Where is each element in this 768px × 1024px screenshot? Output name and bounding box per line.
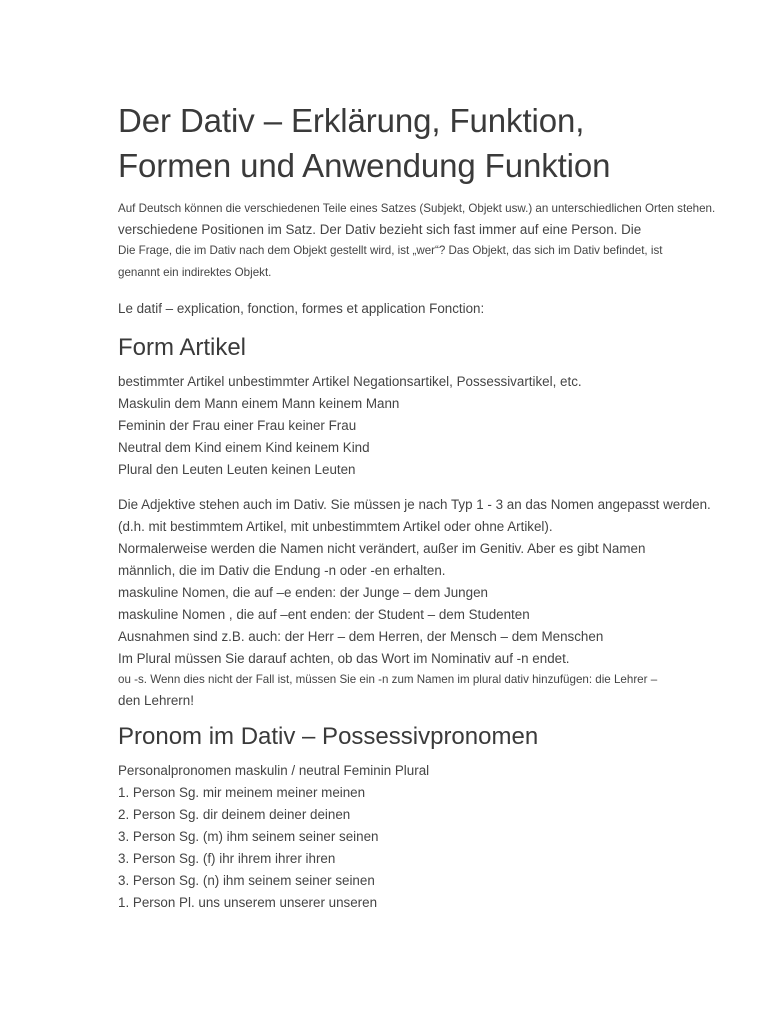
document-page	[118, 98, 718, 914]
intro-line-3: Die Frage, die im Dativ nach dem Objekt gestellt wird, ist „wer“? Das Objekt, das sich im Dativ befindet, ist	[118, 244, 663, 257]
adjektive-line: Ausnahmen sind z.B. auch: der Herr – dem Herren, der Mensch – dem Menschen	[118, 629, 604, 644]
french-subtitle: Le datif – explication, fonction, formes et application Fonction:	[118, 301, 485, 316]
pronom-list	[118, 760, 718, 914]
page-title	[118, 98, 718, 188]
adjektive-line: Normalerweise werden die Namen nicht verändert, außer im Genitiv. Aber es gibt Namen	[118, 541, 646, 556]
heading-pronom: Pronom im Dativ – Possessivpronomen	[118, 723, 539, 750]
form-artikel-line: Feminin der Frau einer Frau keiner Frau	[118, 418, 357, 433]
pronom-line: Personalpronomen maskulin / neutral Feminin Plural	[118, 763, 430, 778]
adjektive-line: männlich, die im Dativ die Endung -n oder -en erhalten.	[118, 563, 446, 578]
adjektive-line: (d.h. mit bestimmtem Artikel, mit unbestimmtem Artikel oder ohne Artikel).	[118, 519, 553, 534]
spacer	[118, 284, 718, 298]
adjektive-line: maskuline Nomen, die auf –e enden: der Junge – dem Jungen	[118, 585, 488, 600]
intro-line-2: verschiedene Positionen im Satz. Der Dativ bezieht sich fast immer auf eine Person. Die	[118, 222, 642, 237]
form-artikel-line: Neutral dem Kind einem Kind keinem Kind	[118, 440, 370, 455]
form-artikel-line: Maskulin dem Mann einem Mann keinem Mann	[118, 396, 400, 411]
form-artikel-line: bestimmter Artikel unbestimmter Artikel Negationsartikel, Possessivartikel, etc.	[118, 374, 582, 389]
intro-paragraph	[118, 198, 718, 284]
heading-form-artikel: Form Artikel	[118, 334, 247, 361]
spacer	[118, 712, 718, 722]
pronom-line: 3. Person Sg. (f) ihr ihrem ihrer ihren	[118, 851, 336, 866]
pronom-line: 3. Person Sg. (m) ihm seinem seiner seinen	[118, 829, 379, 844]
adjektive-line: Die Adjektive stehen auch im Dativ. Sie müssen je nach Typ 1 - 3 an das Nomen angepasst werden.	[118, 497, 711, 512]
adjektive-line: Im Plural müssen Sie darauf achten, ob das Wort im Nominativ auf -n endet.	[118, 651, 570, 666]
title-line-1: Der Dativ – Erklärung, Funktion,	[118, 102, 585, 139]
pronom-line: 3. Person Sg. (n) ihm seinem seiner seinen	[118, 873, 375, 888]
adjektive-paragraph	[118, 494, 718, 712]
spacer	[118, 320, 718, 333]
spacer	[118, 481, 718, 494]
pronom-line: 2. Person Sg. dir deinem deiner deinen	[118, 807, 351, 822]
adjektive-small-line: ou -s. Wenn dies nicht der Fall ist, müssen Sie ein -n zum Namen im plural dativ hinzufügen: die Lehrer –	[118, 673, 658, 686]
intro-line-4: genannt ein indirektes Objekt.	[118, 266, 272, 279]
form-artikel-line: Plural den Leuten Leuten keinen Leuten	[118, 462, 356, 477]
adjektive-last-line: den Lehrern!	[118, 693, 194, 708]
pronom-line: 1. Person Pl. uns unserem unserer unseren	[118, 895, 378, 910]
intro-line-1: Auf Deutsch können die verschiedenen Teile eines Satzes (Subjekt, Objekt usw.) an unterschiedlichen Orten stehen.	[118, 202, 716, 215]
pronom-line: 1. Person Sg. mir meinem meiner meinen	[118, 785, 366, 800]
form-artikel-list	[118, 371, 718, 481]
adjektive-line: maskuline Nomen , die auf –ent enden: der Student – dem Studenten	[118, 607, 530, 622]
title-line-2: Formen und Anwendung Funktion	[118, 147, 611, 184]
